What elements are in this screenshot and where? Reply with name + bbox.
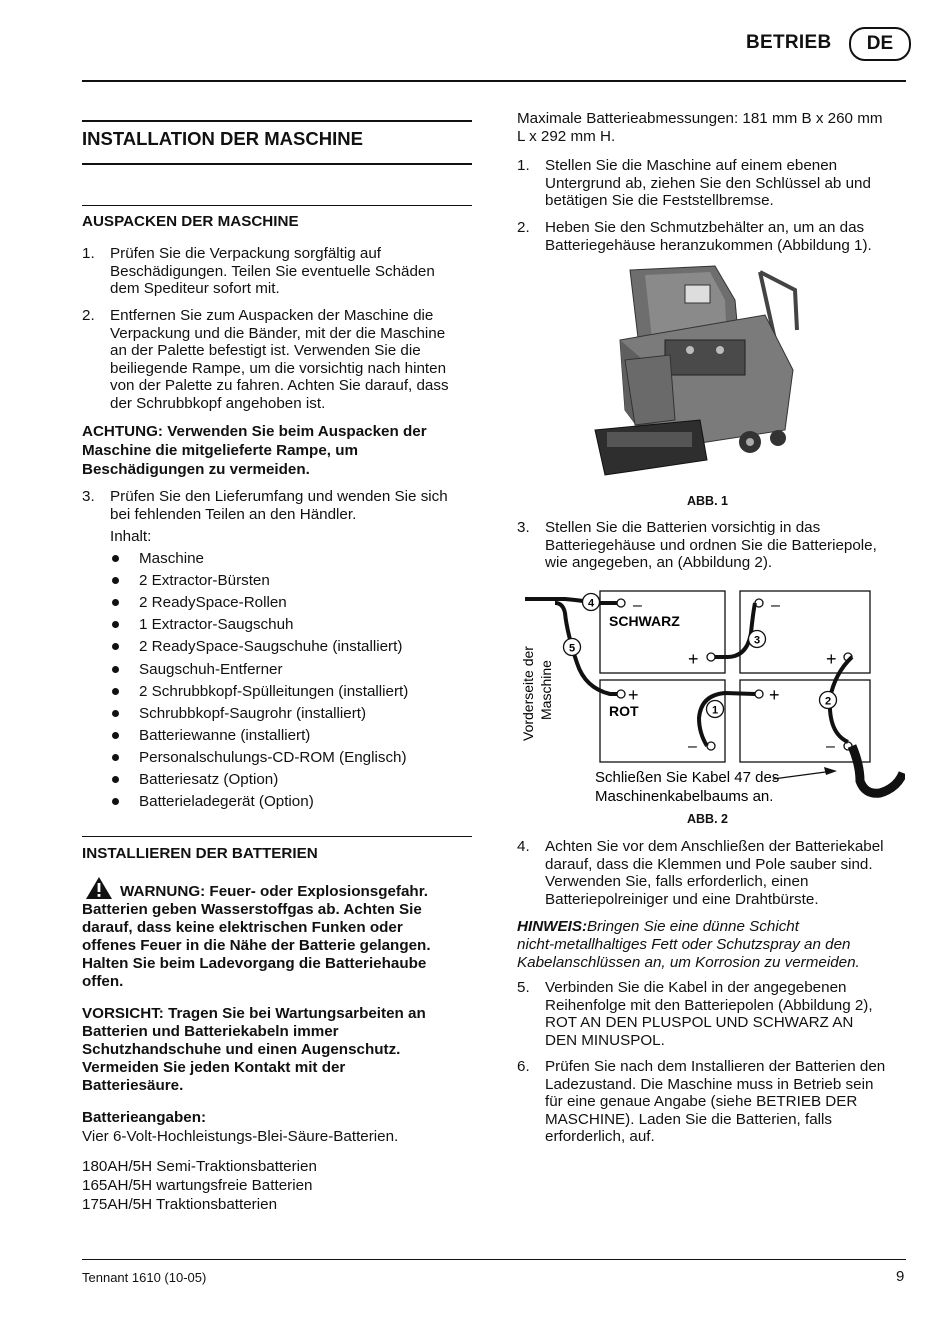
hint-note: HINWEIS:Bringen Sie eine dünne Schicht nicht-metallhaltiges Fett oder Schutzspray an den Kabelanschlüssen an, um Korrosion zu vermeiden. bbox=[517, 918, 860, 971]
bullet-icon bbox=[112, 688, 119, 695]
list-item: Batterieladegerät (Option) bbox=[139, 793, 314, 810]
battery-spec-text: Vier 6-Volt-Hochleistungs-Blei-Säure-Batterien. bbox=[82, 1128, 399, 1145]
bullet-icon bbox=[112, 754, 119, 761]
list-item: Schrubbkopf-Saugrohr (installiert) bbox=[139, 705, 367, 722]
list-item: Batteriewanne (installiert) bbox=[139, 727, 311, 744]
list-item: 165AH/5H wartungsfreie Batterien bbox=[82, 1177, 313, 1194]
unpack-heading: AUSPACKEN DER MASCHINE bbox=[82, 213, 299, 230]
page-title: INSTALLATION DER MASCHINE bbox=[82, 128, 363, 149]
plus-sign: + bbox=[688, 649, 699, 669]
front-label-2: Maschine bbox=[538, 660, 554, 720]
hint-label: HINWEIS: bbox=[517, 918, 588, 935]
figure-2-caption: ABB. 2 bbox=[687, 812, 728, 826]
svg-text:2: 2 bbox=[824, 695, 832, 708]
battery-dimensions: Maximale Batterieabmessungen: 181 mm B x 260 mm L x 292 mm H. bbox=[517, 110, 883, 145]
svg-text:4: 4 bbox=[587, 597, 595, 610]
unpack-caution: ACHTUNG: Verwenden Sie beim Auspacken der Maschine die mitgelieferte Rampe, um Beschädigungen zu vermeiden. bbox=[82, 423, 427, 478]
callout-1 bbox=[707, 701, 724, 718]
footer-rule bbox=[82, 1259, 906, 1260]
svg-text:3: 3 bbox=[753, 634, 761, 647]
section-rule bbox=[82, 205, 472, 206]
black-label: SCHWARZ bbox=[609, 613, 680, 629]
bullet-icon bbox=[112, 710, 119, 717]
batteries-warning: WARNUNG: Feuer- oder Explosionsgefahr. Batterien geben Wasserstoffgas ab. Achten Sie darauf, dass keine elektrischen Funken oder offenes Feuer in die Nähe der Batterie gelangen. Halten Sie beim Ladevorgang die Batteriehaube offen. bbox=[82, 883, 431, 990]
list-item: 1 Extractor-Saugschuh bbox=[139, 616, 294, 633]
bullet-icon bbox=[112, 732, 119, 739]
bullet-icon bbox=[112, 666, 119, 673]
list-item: 2 ReadySpace-Rollen bbox=[139, 594, 287, 611]
callout-4 bbox=[583, 594, 600, 611]
red-label: ROT bbox=[609, 703, 639, 719]
list-item: 2 ReadySpace-Saugschuhe (installiert) bbox=[139, 638, 403, 655]
bullet-icon bbox=[112, 599, 119, 606]
bullet-icon bbox=[112, 577, 119, 584]
section-title: BETRIEB bbox=[746, 32, 832, 53]
document-id: Tennant 1610 (10-05) bbox=[82, 1270, 207, 1285]
language-badge: DE bbox=[849, 27, 911, 61]
list-item: 175AH/5H Traktionsbatterien bbox=[82, 1196, 278, 1213]
front-label: Vorderseite der bbox=[520, 646, 536, 741]
svg-text:5: 5 bbox=[568, 642, 576, 655]
batteries-caution: VORSICHT: Tragen Sie bei Wartungsarbeiten an Batterien und Batteriekabeln immer Schutzhandschuhe und einen Augenschutz. Vermeiden Sie jeden Kontakt mit der Batteriesäure. bbox=[82, 1005, 426, 1094]
contents-list bbox=[82, 550, 472, 820]
callout-5 bbox=[564, 639, 581, 656]
title-rule-top bbox=[82, 120, 472, 122]
batteries-heading: INSTALLIEREN DER BATTERIEN bbox=[82, 845, 318, 862]
bullet-icon bbox=[112, 776, 119, 783]
cable-note-1: Schließen Sie Kabel 47 des bbox=[595, 769, 780, 786]
bullet-icon bbox=[112, 555, 119, 562]
minus-sign: – bbox=[633, 597, 642, 614]
callout-3 bbox=[749, 631, 766, 648]
wiring-diagram bbox=[515, 583, 905, 811]
bullet-icon bbox=[112, 621, 119, 628]
list-item: Batteriesatz (Option) bbox=[139, 771, 279, 788]
header-rule bbox=[82, 80, 906, 82]
list-item: 180AH/5H Semi-Traktionsbatterien bbox=[82, 1158, 317, 1175]
figure-1-caption: ABB. 1 bbox=[687, 494, 728, 508]
contents-label: Inhalt: bbox=[110, 528, 152, 545]
plus-sign: + bbox=[826, 649, 837, 669]
section-rule bbox=[82, 836, 472, 837]
battery-types bbox=[82, 1157, 317, 1214]
bullet-icon bbox=[112, 798, 119, 805]
battery-spec-label: Batterieangaben: bbox=[82, 1109, 207, 1126]
plus-sign: + bbox=[769, 685, 780, 705]
plus-sign: + bbox=[628, 685, 639, 705]
list-item: Saugschuh-Entferner bbox=[139, 661, 283, 678]
cable-note-2: Maschinenkabelbaums an. bbox=[595, 788, 774, 805]
list-item: 2 Extractor-Bürsten bbox=[139, 572, 270, 589]
machine-photo bbox=[535, 260, 801, 490]
minus-sign: – bbox=[771, 597, 780, 614]
page-number: 9 bbox=[896, 1268, 905, 1285]
minus-sign: – bbox=[826, 738, 835, 755]
list-item: 2 Schrubbkopf-Spülleitungen (installiert) bbox=[139, 683, 409, 700]
minus-sign: – bbox=[688, 738, 697, 755]
list-item: Personalschulungs-CD-ROM (Englisch) bbox=[139, 749, 407, 766]
callout-2 bbox=[820, 692, 837, 709]
title-rule-bottom bbox=[82, 163, 472, 165]
svg-text:1: 1 bbox=[711, 704, 719, 717]
bullet-icon bbox=[112, 643, 119, 650]
list-item: Maschine bbox=[139, 550, 204, 567]
